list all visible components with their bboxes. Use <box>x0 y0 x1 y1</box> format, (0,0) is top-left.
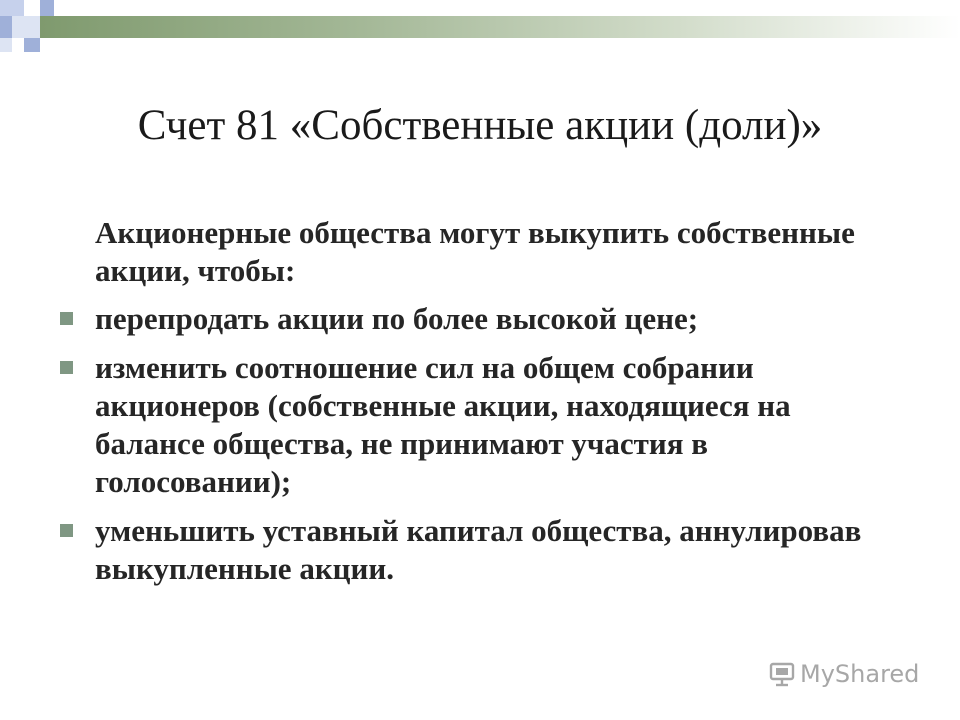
deco-square <box>24 38 40 52</box>
bullet-text: перепродать акции по более высокой цене; <box>95 301 699 336</box>
deco-square <box>12 16 40 38</box>
bullet-text: изменить соотношение сил на общем собрании акционеров (собственные акции, находящиеся на балансе общества, не принимают участия в голосовании); <box>95 350 791 499</box>
deco-square <box>0 16 12 38</box>
header-band <box>40 16 960 38</box>
square-bullet-icon <box>60 361 73 374</box>
slide-content <box>60 214 900 599</box>
square-bullet-icon <box>60 312 73 325</box>
watermark <box>768 656 919 692</box>
presentation-board-icon <box>768 660 796 688</box>
bullet-item <box>60 512 900 588</box>
square-bullet-icon <box>60 524 73 537</box>
bullet-item <box>60 349 900 501</box>
intro-text: Акционерные общества могут выкупить собственные акции, чтобы: <box>95 215 855 288</box>
header-decoration <box>0 0 960 60</box>
slide-title: Счет 81 «Собственные акции (доли)» <box>137 102 823 149</box>
watermark-text: MyShared <box>800 660 920 688</box>
deco-square <box>0 38 12 52</box>
bullet-text: уменьшить уставный капитал общества, аннулировав выкупленные акции. <box>95 513 862 586</box>
bullet-item <box>60 300 900 338</box>
deco-square <box>0 0 24 16</box>
deco-square <box>40 0 54 16</box>
deco-square <box>24 0 40 16</box>
bullet-list <box>60 300 900 588</box>
